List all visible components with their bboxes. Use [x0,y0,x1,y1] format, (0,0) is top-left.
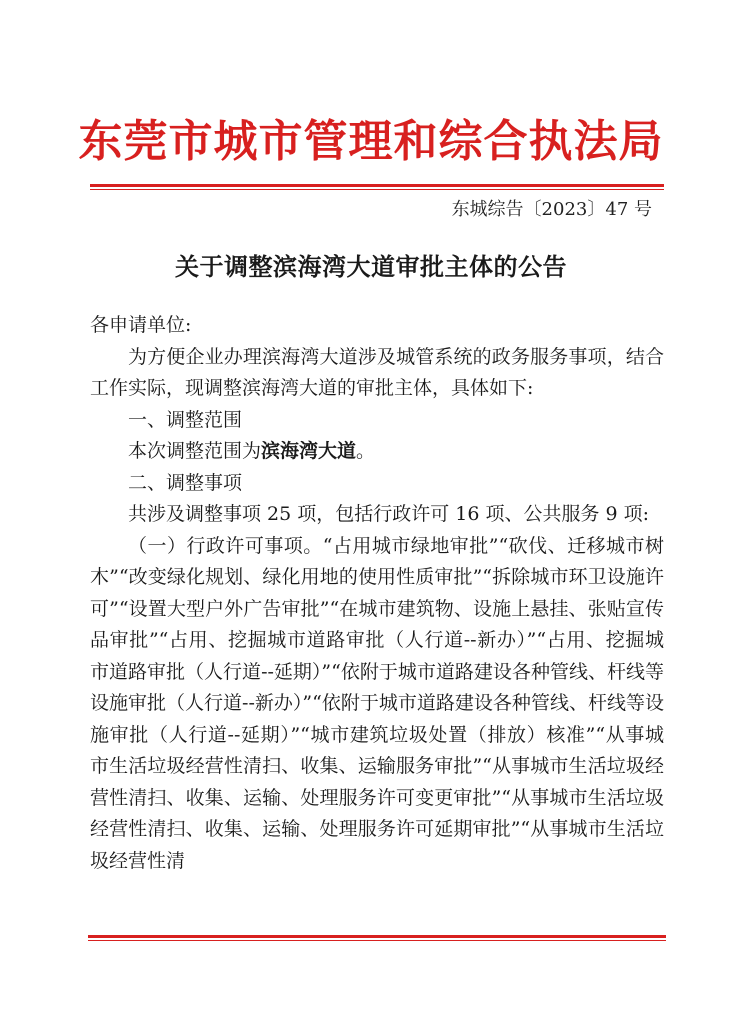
salutation: 各申请单位: [90,314,192,336]
section-1-text-suffix: 。 [356,440,376,462]
letterhead-red-rule-thick [90,184,664,187]
footer-red-rule-thin [88,940,666,941]
section-2-heading: 二、调整事项 [128,471,243,494]
intro-paragraph: 为方便企业办理滨海湾大道涉及城管系统的政务服务事项，结合工作实际，现调整滨海湾大道的审批主体，具体如下: [90,345,664,399]
section-2-summary: 共涉及调整事项 25 项，包括行政许可 16 项、公共服务 9 项: [128,503,650,525]
section-1-text-prefix: 本次调整范围为 [128,440,262,462]
section-1-text [90,436,664,468]
document-number: 东城综告〔2023〕47 号 [451,199,652,220]
footer-red-rule-thick [88,935,666,938]
document-body [90,310,664,877]
section-2-items: （一）行政许可事项。“占用城市绿地审批”“砍伐、迁移城市树木”“改变绿化规划、绿化用地的使用性质审批”“拆除城市环卫设施许可”“设置大型户外广告审批”“在城市建筑物、设施上悬挂、张贴宣传品审批”“占用、挖掘城市道路审批（人行道--新办）”“占用、挖掘城市道路审批（人行道--延期）”“依附于城市道路建设各种管线、杆线等设施审批（人行道--新办）”“依附于城市道路建设各种管线、杆线等设施审批（人行道--延期）”“城市建筑垃圾处置（排放）核准”“从事城市生活垃圾经营性清扫、收集、运输服务审批”“从事城市生活垃圾经营性清扫、收集、运输、处理服务许可变更审批”“从事城市生活垃圾经营性清扫、收集、运输、处理服务许可延期审批”“从事城市生活垃圾经营性清 [90,534,664,872]
document-title: 关于调整滨海湾大道审批主体的公告 [175,252,567,281]
agency-letterhead: 东莞市城市管理和综合执法局 [78,116,664,167]
letterhead-red-rule-thin [90,189,664,190]
section-1-heading: 一、调整范围 [128,408,243,431]
section-1-text-highlight: 滨海湾大道 [261,440,357,462]
